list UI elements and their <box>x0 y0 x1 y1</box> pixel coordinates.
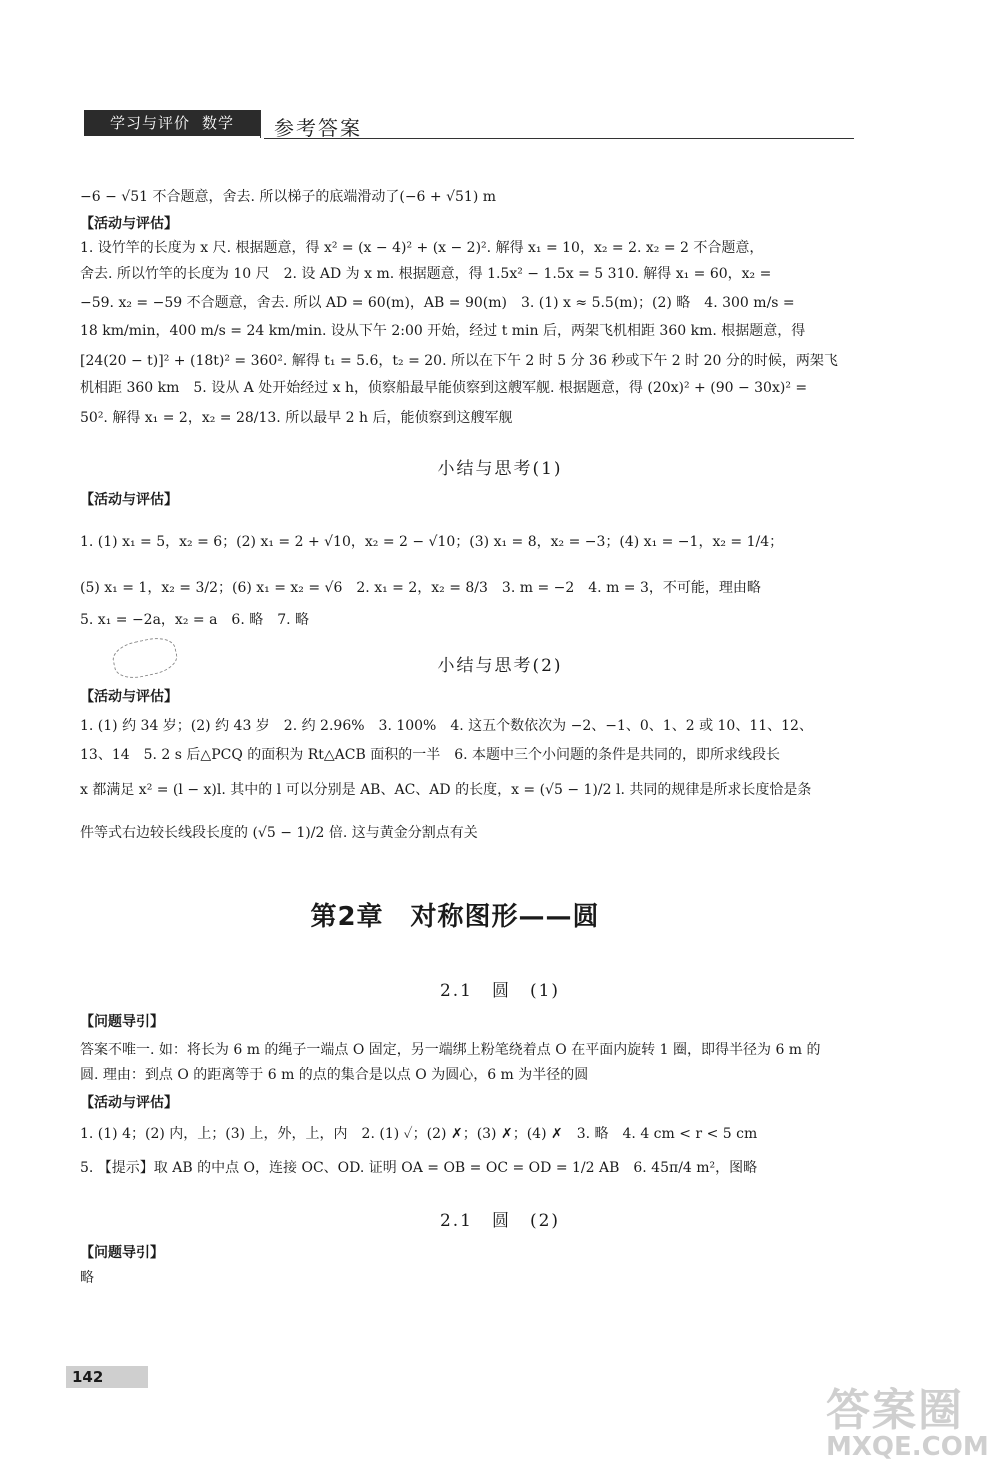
answer-line: 舍去. 所以竹竿的长度为 10 尺 2. 设 AD 为 x m. 根据题意，得 1.5x² − 1.5x = 5 310. 解得 x₁ = 60，x₂ = <box>80 266 772 282</box>
answer-line: −59. x₂ = −59 不合题意，舍去. 所以 AD = 60(m)，AB = 90(m) 3. (1) x ≈ 5.5(m)；(2) 略 4. 300 m/s = <box>80 295 795 311</box>
section-tag-activity: 【活动与评估】 <box>80 1095 178 1111</box>
answer-line: (5) x₁ = 1，x₂ = 3/2；(6) x₁ = x₂ = √6 2. x₁ = 2，x₂ = 8/3 3. m = −2 4. m = 3，不可能，理由略 <box>80 580 761 596</box>
header-divider <box>260 110 261 138</box>
section-tag-guide: 【问题导引】 <box>80 1245 164 1261</box>
answer-line: 答案不唯一. 如：将长为 6 m 的绳子一端点 O 固定，另一端绑上粉笔绕着点 O 在平面内旋转 1 圈，即得半径为 6 m 的 <box>80 1042 821 1058</box>
answer-line: 1. (1) 4；(2) 内，上；(3) 上，外，上，内 2. (1) ✓；(2) ✗；(3) ✗；(4) ✗ 3. 略 4. 4 cm < r < 5 cm <box>80 1126 758 1142</box>
answer-line: 18 km/min，400 m/s = 24 km/min. 设从下午 2:00 开始，经过 t min 后，两架飞机相距 360 km. 根据题意，得 <box>80 323 806 339</box>
section-tag-activity: 【活动与评估】 <box>80 492 178 508</box>
answer-line: 50². 解得 x₁ = 2，x₂ = 28/13. 所以最早 2 h 后，能侦察到这艘军舰 <box>80 410 513 426</box>
site-logo-url: MXQE.COM <box>826 1432 989 1462</box>
series-tag <box>84 110 260 136</box>
section-tag-guide: 【问题导引】 <box>80 1014 164 1030</box>
site-logo-watermark <box>826 1374 989 1464</box>
lesson-title-2-1-2: 2.1 圆 (2) <box>439 1211 561 1231</box>
answer-line: x 都满足 x² = (l − x)l. 其中的 l 可以分别是 AB、AC、AD 的长度，x = (√5 − 1)/2 l. 共同的规律是所求长度恰是条 <box>80 782 812 798</box>
answer-line: 5. x₁ = −2a，x₂ = a 6. 略 7. 略 <box>80 612 310 628</box>
answer-line: 1. (1) x₁ = 5，x₂ = 6；(2) x₁ = 2 + √10，x₂ = 2 − √10；(3) x₁ = 8，x₂ = −3；(4) x₁ = −1，x₂ = 1/4； <box>80 534 784 550</box>
answer-line: [24(20 − t)]² + (18t)² = 360². 解得 t₁ = 5.6，t₂ = 20. 所以在下午 2 时 5 分 36 秒或下午 2 时 20 分的时候，两架飞 <box>80 353 838 369</box>
chapter-title: 第2章 对称图形——圆 <box>310 902 600 932</box>
answer-line: 1. (1) 约 34 岁；(2) 约 43 岁 2. 约 2.96% 3. 100% 4. 这五个数依次为 −2、−1、0、1、2 或 10、11、12、 <box>80 718 813 734</box>
answer-line: 5. 【提示】取 AB 的中点 O，连接 OC、OD. 证明 OA = OB = OC = OD = 1/2 AB 6. 45π/4 m²，图略 <box>80 1160 758 1176</box>
section-title-summary-2: 小结与思考(2) <box>437 656 563 676</box>
page-header <box>84 106 854 142</box>
lesson-title-2-1-1: 2.1 圆 (1) <box>439 981 561 1001</box>
page-number: 142 <box>66 1366 148 1388</box>
section-tag-activity: 【活动与评估】 <box>80 216 178 232</box>
header-title: 参考答案 <box>274 116 362 140</box>
series-name: 学习与评价 <box>109 114 190 132</box>
section-tag-activity: 【活动与评估】 <box>80 689 178 705</box>
answer-line: 1. 设竹竿的长度为 x 尺. 根据题意，得 x² = (x − 4)² + (x − 2)². 解得 x₁ = 10，x₂ = 2. x₂ = 2 不合题意， <box>80 240 764 256</box>
header-underline <box>264 138 854 139</box>
answer-line: 略 <box>80 1270 94 1286</box>
answer-line: 机相距 360 km 5. 设从 A 处开始经过 x h，侦察船最早能侦察到这艘军舰. 根据题意，得 (20x)² + (90 − 30x)² = <box>80 380 808 396</box>
answer-line: 圆. 理由：到点 O 的距离等于 6 m 的点的集合是以点 O 为圆心，6 m 为半径的圆 <box>80 1067 589 1083</box>
answer-line: 件等式右边较长线段长度的 (√5 − 1)/2 倍. 这与黄金分割点有关 <box>80 825 478 841</box>
section-title-summary-1: 小结与思考(1) <box>437 459 563 479</box>
answer-line: 13、14 5. 2 s 后△PCQ 的面积为 Rt△ACB 面积的一半 6. 本题中三个小问题的条件是共同的，即所求线段长 <box>80 747 781 763</box>
top-paragraph-line: −6 − √51 不合题意，舍去. 所以梯子的底端滑动了(−6 + √51) m <box>80 189 497 205</box>
site-logo-text: 答案圈 <box>826 1385 964 1436</box>
subject-name: 数学 <box>202 114 235 132</box>
